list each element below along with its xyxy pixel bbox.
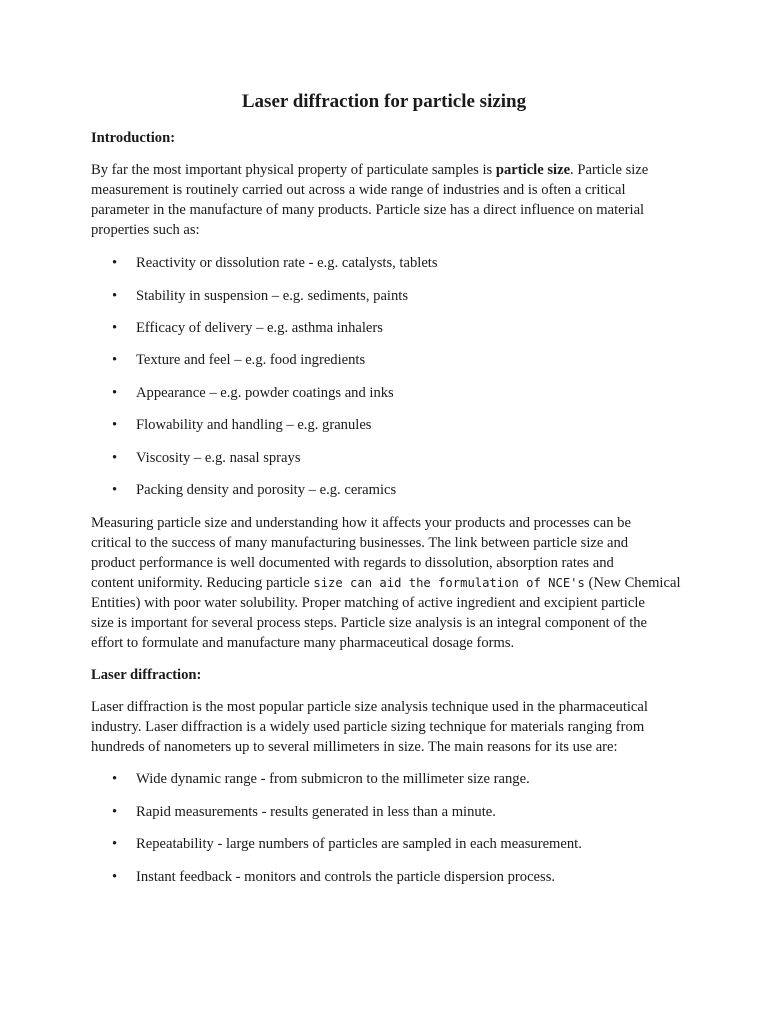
list-item-text: Packing density and porosity – e.g. ceramics bbox=[136, 482, 397, 498]
bold-term: particle size bbox=[495, 162, 571, 178]
bullet-icon: • bbox=[112, 804, 118, 820]
laser-diffraction-paragraph bbox=[91, 697, 681, 757]
paragraph-line: size is important for several process steps. Particle size analysis is an integral component of the bbox=[91, 615, 648, 631]
bullet-icon: • bbox=[112, 255, 118, 271]
list-item-text: Appearance – e.g. powder coatings and inks bbox=[136, 385, 394, 401]
bullet-icon: • bbox=[112, 352, 118, 368]
text-run: By far the most important physical property of particulate samples is bbox=[91, 162, 496, 178]
bullet-icon: • bbox=[112, 869, 118, 885]
paragraph-line bbox=[91, 160, 681, 180]
list-item-text: Stability in suspension – e.g. sediments, paints bbox=[136, 288, 409, 304]
paragraph-line: effort to formulate and manufacture many pharmaceutical dosage forms. bbox=[91, 635, 515, 651]
paragraph-line: parameter in the manufacture of many products. Particle size has a direct influence on material bbox=[91, 202, 645, 218]
text-run: content uniformity. Reducing particle bbox=[91, 575, 314, 591]
list-item-text: Instant feedback - monitors and controls the particle dispersion process. bbox=[136, 869, 556, 885]
paragraph-line: measurement is routinely carried out across a wide range of industries and is often a critical bbox=[91, 182, 626, 198]
text-run: . Particle size bbox=[570, 162, 649, 178]
list-item-text: Repeatability - large numbers of particles are sampled in each measurement. bbox=[136, 836, 582, 852]
paragraph-line: Entities) with poor water solubility. Proper matching of active ingredient and excipient particle bbox=[91, 595, 645, 611]
paragraph-line bbox=[91, 573, 681, 593]
bullet-icon: • bbox=[112, 836, 118, 852]
bullet-icon: • bbox=[112, 288, 118, 304]
paragraph-line: Measuring particle size and understanding how it affects your products and processes can be bbox=[91, 515, 631, 531]
introduction-paragraph-2 bbox=[91, 513, 681, 653]
introduction-paragraph bbox=[91, 160, 681, 240]
list-item-text: Flowability and handling – e.g. granules bbox=[136, 417, 372, 433]
list-item-text: Reactivity or dissolution rate - e.g. catalysts, tablets bbox=[136, 255, 438, 271]
introduction-heading: Introduction: bbox=[91, 130, 176, 146]
text-run: (New Chemical bbox=[584, 575, 681, 591]
paragraph-line: hundreds of nanometers up to several millimeters in size. The main reasons for its use are: bbox=[91, 739, 618, 755]
paragraph-line: properties such as: bbox=[91, 222, 200, 238]
list-item-text: Texture and feel – e.g. food ingredients bbox=[136, 352, 366, 368]
laser-diffraction-heading: Laser diffraction: bbox=[91, 667, 202, 683]
bullet-icon: • bbox=[112, 320, 118, 336]
list-item-text: Efficacy of delivery – e.g. asthma inhalers bbox=[136, 320, 383, 336]
paragraph-line: industry. Laser diffraction is a widely used particle sizing technique for materials ranging from bbox=[91, 719, 645, 735]
bullet-icon: • bbox=[112, 385, 118, 401]
text-run: size can aid the formulation of NCE's bbox=[313, 576, 585, 590]
paragraph-line: product performance is well documented with regards to dissolution, absorption rates and bbox=[91, 555, 614, 571]
bullet-icon: • bbox=[112, 771, 118, 787]
paragraph-line: critical to the success of many manufacturing businesses. The link between particle size and bbox=[91, 535, 629, 551]
bullet-icon: • bbox=[112, 417, 118, 433]
paragraph-line: Laser diffraction is the most popular particle size analysis technique used in the pharmaceutical bbox=[91, 699, 648, 715]
list-item-text: Wide dynamic range - from submicron to the millimeter size range. bbox=[136, 771, 530, 787]
list-item-text: Viscosity – e.g. nasal sprays bbox=[136, 450, 301, 466]
bullet-icon: • bbox=[112, 450, 118, 466]
document-title: Laser diffraction for particle sizing bbox=[241, 91, 527, 112]
bullet-icon: • bbox=[112, 482, 118, 498]
list-item-text: Rapid measurements - results generated in less than a minute. bbox=[136, 804, 496, 820]
